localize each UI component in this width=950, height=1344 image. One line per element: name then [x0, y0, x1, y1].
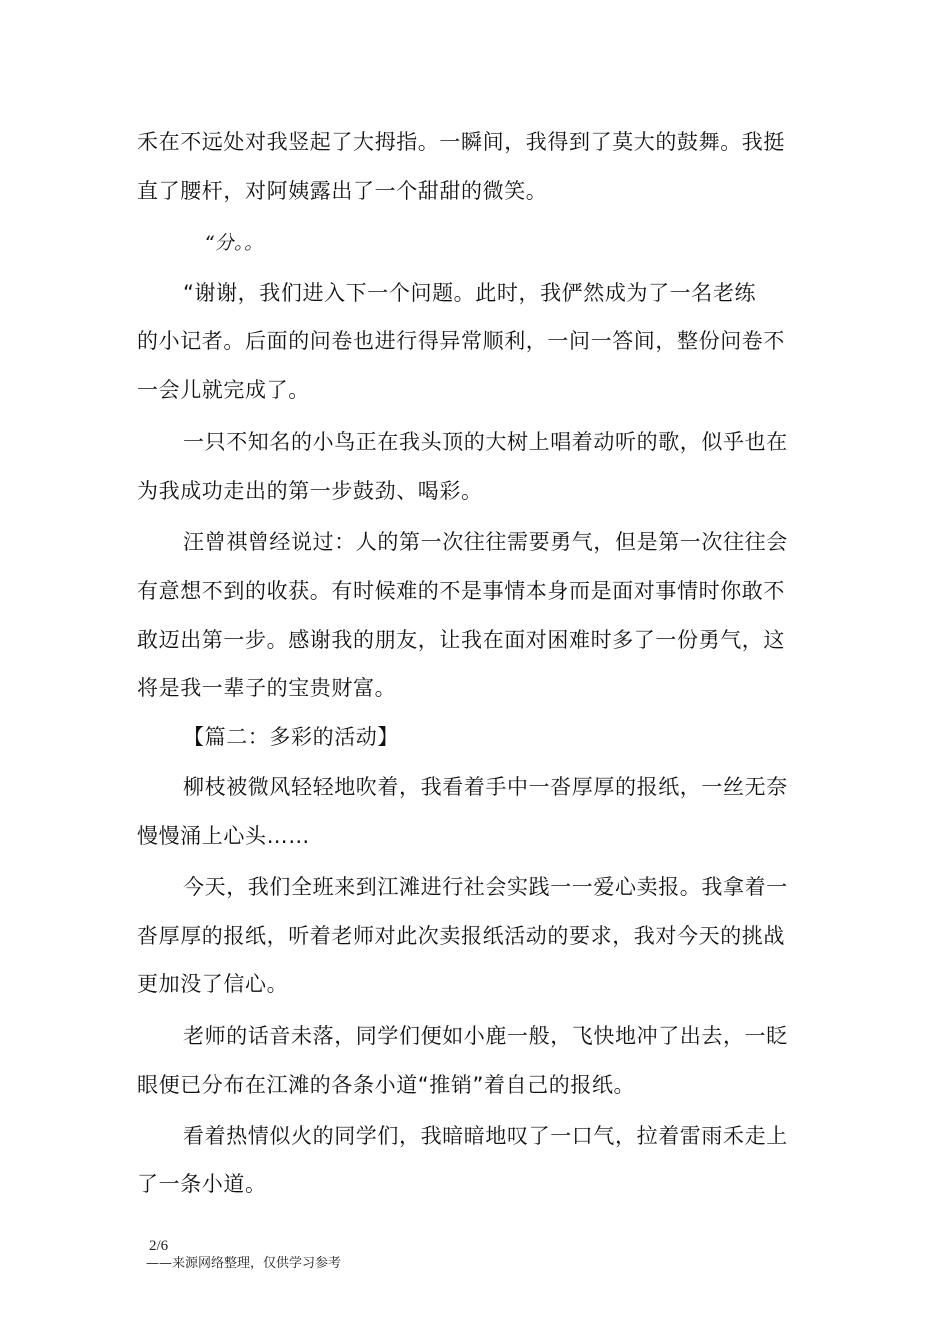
text-line: 直了腰杆，对阿姨露出了一个甜甜的微笑。 [137, 179, 548, 203]
text-line: 慢慢涌上心头…… [137, 824, 310, 848]
text-line: 敢迈出第一步。感谢我的朋友，让我在面对困难时多了一份勇气，这 [137, 628, 785, 652]
text-line: 了一条小道。 [137, 1172, 267, 1196]
text-line: 禾在不远处对我竖起了大拇指。一瞬间，我得到了莫大的鼓舞。我挺 [137, 130, 785, 154]
footer-note: ——来源网络整理，仅供学习参考 [146, 1256, 342, 1271]
text-line: 沓厚厚的报纸，听着老师对此次卖报纸活动的要求，我对今天的挑战 [137, 924, 785, 948]
text-line: 柳枝被微风轻轻地吹着，我看着手中一沓厚厚的报纸，一丝无奈 [183, 775, 788, 799]
text-line: “分。。 [204, 232, 264, 254]
text-line: 更加没了信心。 [137, 972, 289, 996]
section-heading: 【篇二：多彩的活动】 [183, 725, 399, 749]
text-line: 今天，我们全班来到江滩进行社会实践一一爱心卖报。我拿着一 [183, 875, 788, 899]
page-number: 2/6 [149, 1238, 169, 1254]
text-line: “谢谢，我们进入下一个问题。此时，我俨然成为了一名老练 [183, 281, 757, 305]
text-line: 一会儿就完成了。 [137, 378, 310, 402]
text-line: 的小记者。后面的问卷也进行得异常顺利，一问一答间，整份问卷不 [137, 329, 785, 353]
text-line: 一只不知名的小鸟正在我头顶的大树上唱着动听的歌，似乎也在 [183, 430, 788, 454]
text-line: 看着热情似火的同学们，我暗暗地叹了一口气，拉着雷雨禾走上 [183, 1124, 788, 1148]
text-line: 眼便已分布在江滩的各条小道“推销”着自己的报纸。 [137, 1073, 636, 1097]
text-line: 汪曾祺曾经说过：人的第一次往往需要勇气，但是第一次往往会 [183, 530, 788, 554]
text-line: 有意想不到的收获。有时候难的不是事情本身而是面对事情时你敢不 [137, 579, 785, 603]
text-line: 老师的话音未落，同学们便如小鹿一般，飞快地冲了出去，一眨 [183, 1024, 788, 1048]
text-line: 为我成功走出的第一步鼓劲、喝彩。 [137, 479, 483, 503]
text-line: 将是我一辈子的宝贵财富。 [137, 676, 397, 700]
